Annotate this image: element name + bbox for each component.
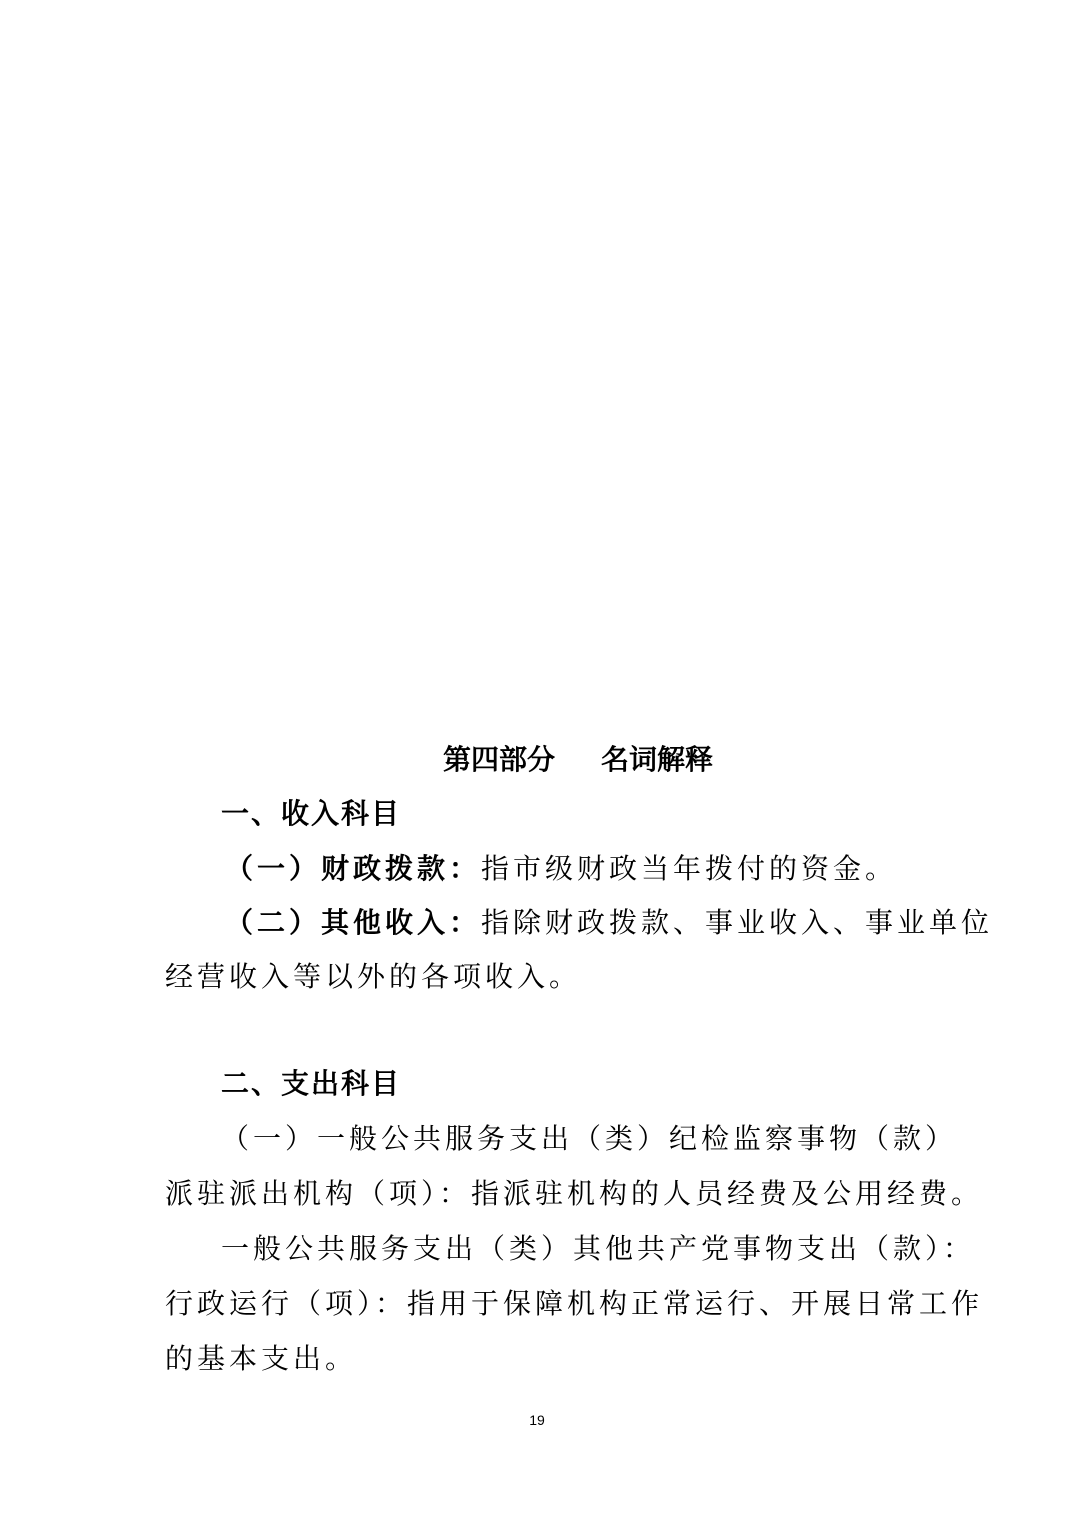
expenditure-item-2-line1: 一般公共服务支出（类）其他共产党事物支出（款）： [221,1232,976,1265]
expenditure-item-2-line3: 的基本支出。 [165,1342,358,1375]
income-item-2-text-line1: 指除财政拨款、事业收入、事业单位 [481,906,994,939]
income-item-1 [225,851,897,887]
income-item-2 [225,905,993,941]
page-number: 19 [529,1412,545,1428]
income-item-1-text: 指市级财政当年拨付的资金。 [481,852,898,885]
section-title-part: 第四部分 [443,743,556,776]
income-item-2-text-line2: 经营收入等以外的各项收入。 [165,960,582,993]
expenditure-item-1-line1: （一）一般公共服务支出（类）纪检监察事物（款） [221,1122,958,1155]
income-item-2-label: （二）其他收入： [225,906,482,939]
expenditure-item-2-line2: 行政运行（项）：指用于保障机构正常运行、开展日常工作 [165,1287,984,1320]
income-item-1-label: （一）财政拨款： [225,852,482,885]
income-heading: 一、收入科目 [221,797,402,830]
expenditure-item-1-line2: 派驻派出机构（项）：指派驻机构的人员经费及公用经费。 [165,1177,984,1210]
section-title [443,742,733,778]
expenditure-heading: 二、支出科目 [221,1067,402,1100]
section-title-name: 名词解释 [601,743,714,776]
